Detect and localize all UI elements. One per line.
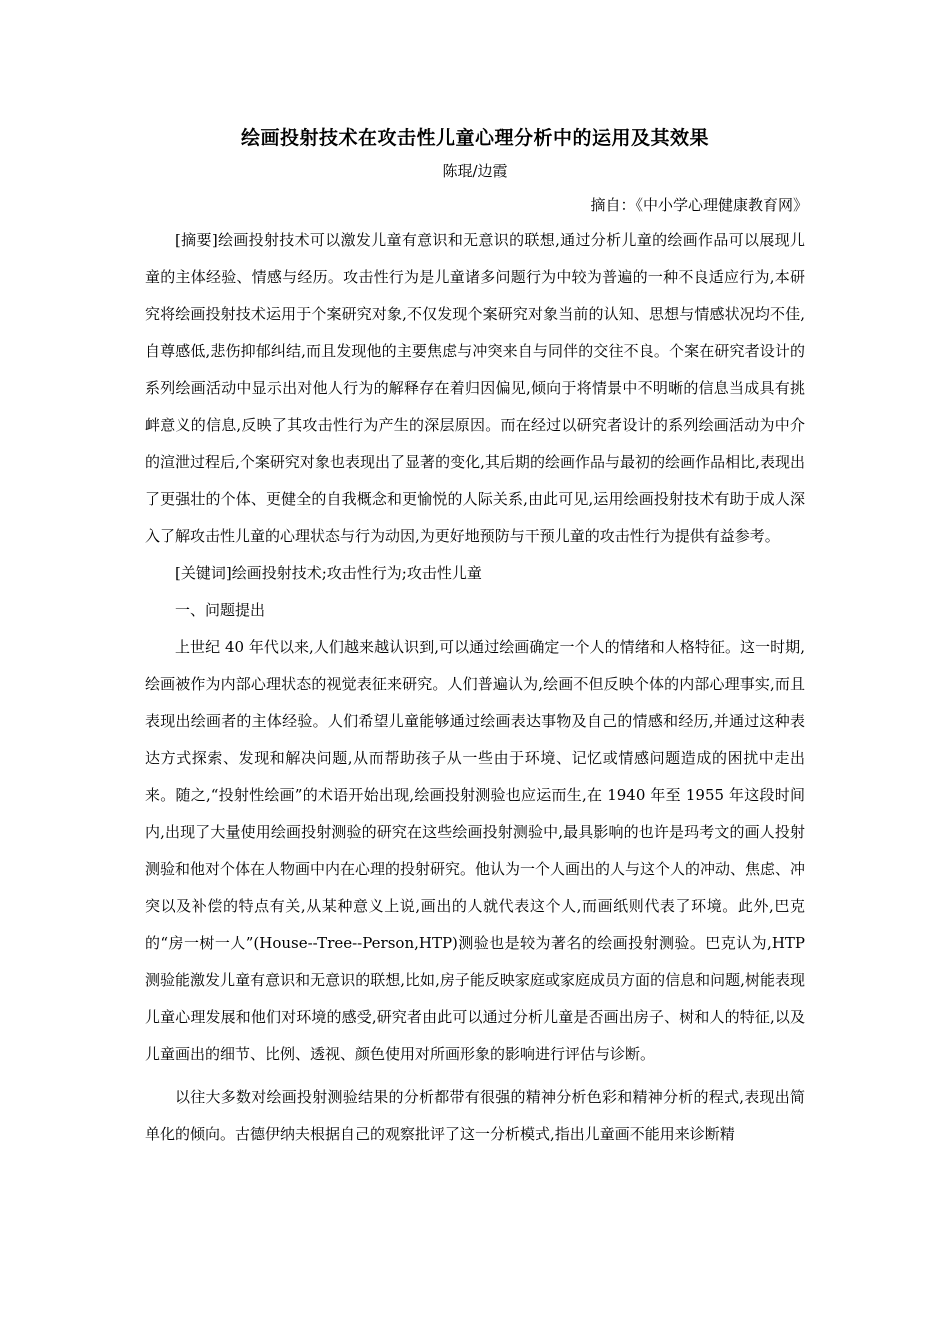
abstract-paragraph: [摘要]绘画投射技术可以激发儿童有意识和无意识的联想,通过分析儿童的绘画作品可以展现儿童的主体经验、情感与经历。攻击性行为是儿童诸多问题行为中较为普遍的一种不良适应行为,本研究将绘画投射技术运用于个案研究对象,不仅发现个案研究对象当前的认知、思想与情感状况均不佳,自尊感低,悲伤抑郁纠结,而且发现他的主要焦虑与冲突来自与同伴的交往不良。个案在研究者设计的系列绘画活动中显示出对他人行为的解释存在着归因偏见,倾向于将情景中不明晰的信息当成具有挑衅意义的信息,反映了其攻击性行为产生的深层原因。而在经过以研究者设计的系列绘画活动为中介的渲泄过程后,个案研究对象也表现出了显著的变化,其后期的绘画作品与最初的绘画作品相比,表现出了更强壮的个体、更健全的自我概念和更愉悦的人际关系,由此可见,运用绘画投射技术有助于成人深入了解攻击性儿童的心理状态与行为动因,为更好地预防与干预儿童的攻击性行为提供有益参考。 [145, 231, 805, 545]
body-paragraph-1: 上世纪 40 年代以来,人们越来越认识到,可以通过绘画确定一个人的情绪和人格特征。这一时期,绘画被作为内部心理状态的视觉表征来研究。人们普遍认为,绘画不但反映个体的内部心理事实,而且表现出绘画者的主体经验。人们希望儿童能够通过绘画表达事物及自己的情感和经历,并通过这种表达方式探索、发现和解决问题,从而帮助孩子从一些由于环境、记忆或情感问题造成的困扰中走出来。随之,“投射性绘画”的术语开始出现,绘画投射测验也应运而生,在 1940 年至 1955 年这段时间内,出现了大量使用绘画投射测验的研究在这些绘画投射测验中,最具影响的也许是玛考文的画人投射测验和他对个体在人物画中内在心理的投射研究。他认为一个人画出的人与这个人的冲动、焦虑、冲突以及补偿的特点有关,从某种意义上说,画出的人就代表这个人,而画纸则代表了环境。此外,巴克的“房一树一人”(House--Tree--Person,HTP)测验也是较为著名的绘画投射测验。巴克认为,HTP 测验能激发儿童有意识和无意识的联想,比如,房子能反映家庭或家庭成员方面的信息和问题,树能表现儿童心理发展和他们对环境的感受,研究者由此可以通过分析儿童是否画出房子、树和人的特征,以及儿童画出的细节、比例、透视、颜色使用对所画形象的影响进行评估与诊断。 [145, 638, 806, 1063]
section-heading: 一、问题提出 [175, 601, 266, 619]
article-authors: 陈琨/边霞 [442, 162, 508, 180]
body-paragraph-2: 以往大多数对绘画投射测验结果的分析都带有很强的精神分析色彩和精神分析的程式,表现出简单化的倾向。古德伊纳夫根据自己的观察批评了这一分析模式,指出儿童画不能用来诊断精 [145, 1088, 805, 1143]
article-title: 绘画投射技术在攻击性儿童心理分析中的运用及其效果 [240, 127, 709, 149]
keywords-paragraph: [关键词]绘画投射技术;攻击性行为;攻击性儿童 [175, 564, 482, 582]
article-body [145, 222, 805, 1153]
article-source: 摘自：《中小学心理健康教育网》 [590, 196, 808, 214]
